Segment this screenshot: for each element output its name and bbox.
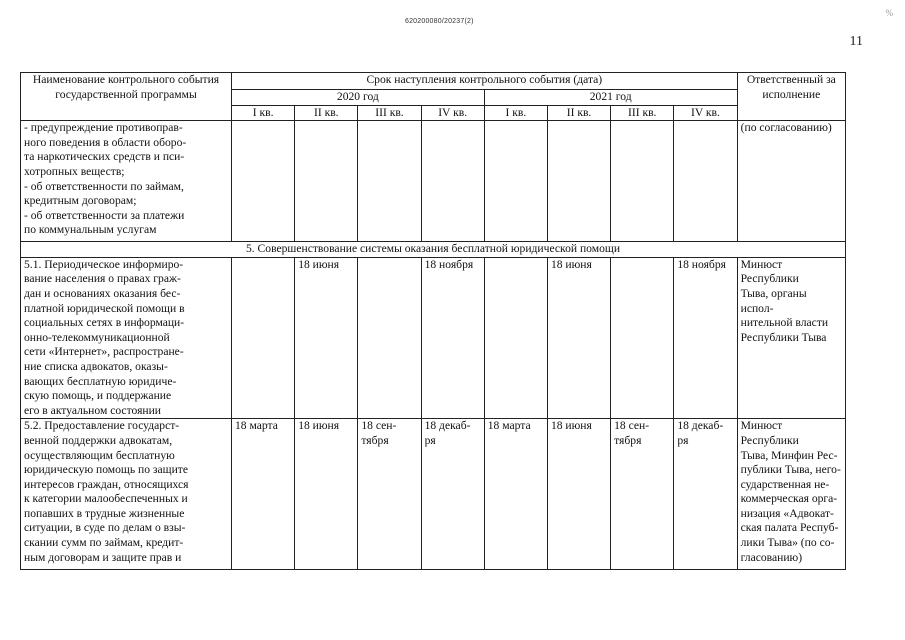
date-cell [421, 121, 484, 242]
quarter-header: II кв. [295, 105, 358, 121]
date-cell: 18 декаб- ря [421, 419, 484, 570]
header-period-col: Срок наступления контрольного события (дата) [232, 73, 738, 90]
header-resp-col: Ответственный за исполнение [737, 73, 845, 121]
header-name-col: Наименование контрольного события государственной программы [21, 73, 232, 121]
date-cell: 18 марта [484, 419, 547, 570]
corner-mark: % [885, 8, 893, 18]
event-name-cell: 5.1. Периодическое информиро- вание населения о правах граж- дан и основаниях оказания бес- платной юридической помощи в социальных сетях в информаци- онно-телекоммуникационной сети «Интернет», распростране- ние списка адвокатов, оказы- вающих бесплатную юридиче- скую помощь, и поддержание его в актуальном состоянии [21, 257, 232, 419]
date-cell: 18 сен- тября [358, 419, 421, 570]
quarter-header: I кв. [232, 105, 295, 121]
responsible-cell: Минюст Республики Тыва, органы испол- нительной власти Республики Тыва [737, 257, 845, 419]
date-cell: 18 июня [547, 419, 610, 570]
table-row [21, 419, 846, 570]
date-cell [232, 121, 295, 242]
section-row [21, 242, 846, 258]
date-cell [674, 121, 737, 242]
date-cell [611, 121, 674, 242]
section-title: 5. Совершенствование системы оказания бесплатной юридической помощи [21, 242, 846, 258]
date-cell: 18 ноября [421, 257, 484, 419]
date-cell [295, 121, 358, 242]
quarter-header: III кв. [611, 105, 674, 121]
date-cell [358, 121, 421, 242]
date-cell: 18 сен- тября [611, 419, 674, 570]
quarter-header: II кв. [547, 105, 610, 121]
control-events-table [20, 72, 846, 570]
date-cell [484, 121, 547, 242]
responsible-cell: (по согласованию) [737, 121, 845, 242]
date-cell [484, 257, 547, 419]
header-year-2020: 2020 год [232, 90, 485, 106]
date-cell: 18 ноября [674, 257, 737, 419]
table-row [21, 257, 846, 419]
page-number: 11 [849, 34, 863, 49]
responsible-cell: Минюст Республики Тыва, Минфин Рес- публики Тыва, него- сударственная не- коммерческая орга- низация «Адвокат- ская палата Респуб- лики Тыва» (по со- гласованию) [737, 419, 845, 570]
document-id: 620200080/20237(2) [405, 18, 474, 25]
date-cell [547, 121, 610, 242]
date-cell: 18 июня [295, 257, 358, 419]
event-name-cell: 5.2. Предоставление государст- венной поддержки адвокатам, осуществляющим бесплатную юридическую помощь по защите интересов граждан, относящихся к категории малообеспеченных и попавших в трудные жизненные ситуации, в суде по делам о взы- скании сумм по займам, кредит- ным договорам и защите прав и [21, 419, 232, 570]
date-cell [358, 257, 421, 419]
date-cell: 18 декаб- ря [674, 419, 737, 570]
event-name-cell: - предупреждение противоправ- ного поведения в области оборо- та наркотических средств и пси- хотропных веществ; - об ответственности по займам, кредитным договорам; - об ответственности за платежи по коммунальным услугам [21, 121, 232, 242]
date-cell [611, 257, 674, 419]
date-cell: 18 июня [547, 257, 610, 419]
quarter-header: IV кв. [421, 105, 484, 121]
quarter-header: I кв. [484, 105, 547, 121]
quarter-header: IV кв. [674, 105, 737, 121]
date-cell [232, 257, 295, 419]
date-cell: 18 марта [232, 419, 295, 570]
quarter-header: III кв. [358, 105, 421, 121]
header-year-2021: 2021 год [484, 90, 737, 106]
table-row [21, 121, 846, 242]
date-cell: 18 июня [295, 419, 358, 570]
